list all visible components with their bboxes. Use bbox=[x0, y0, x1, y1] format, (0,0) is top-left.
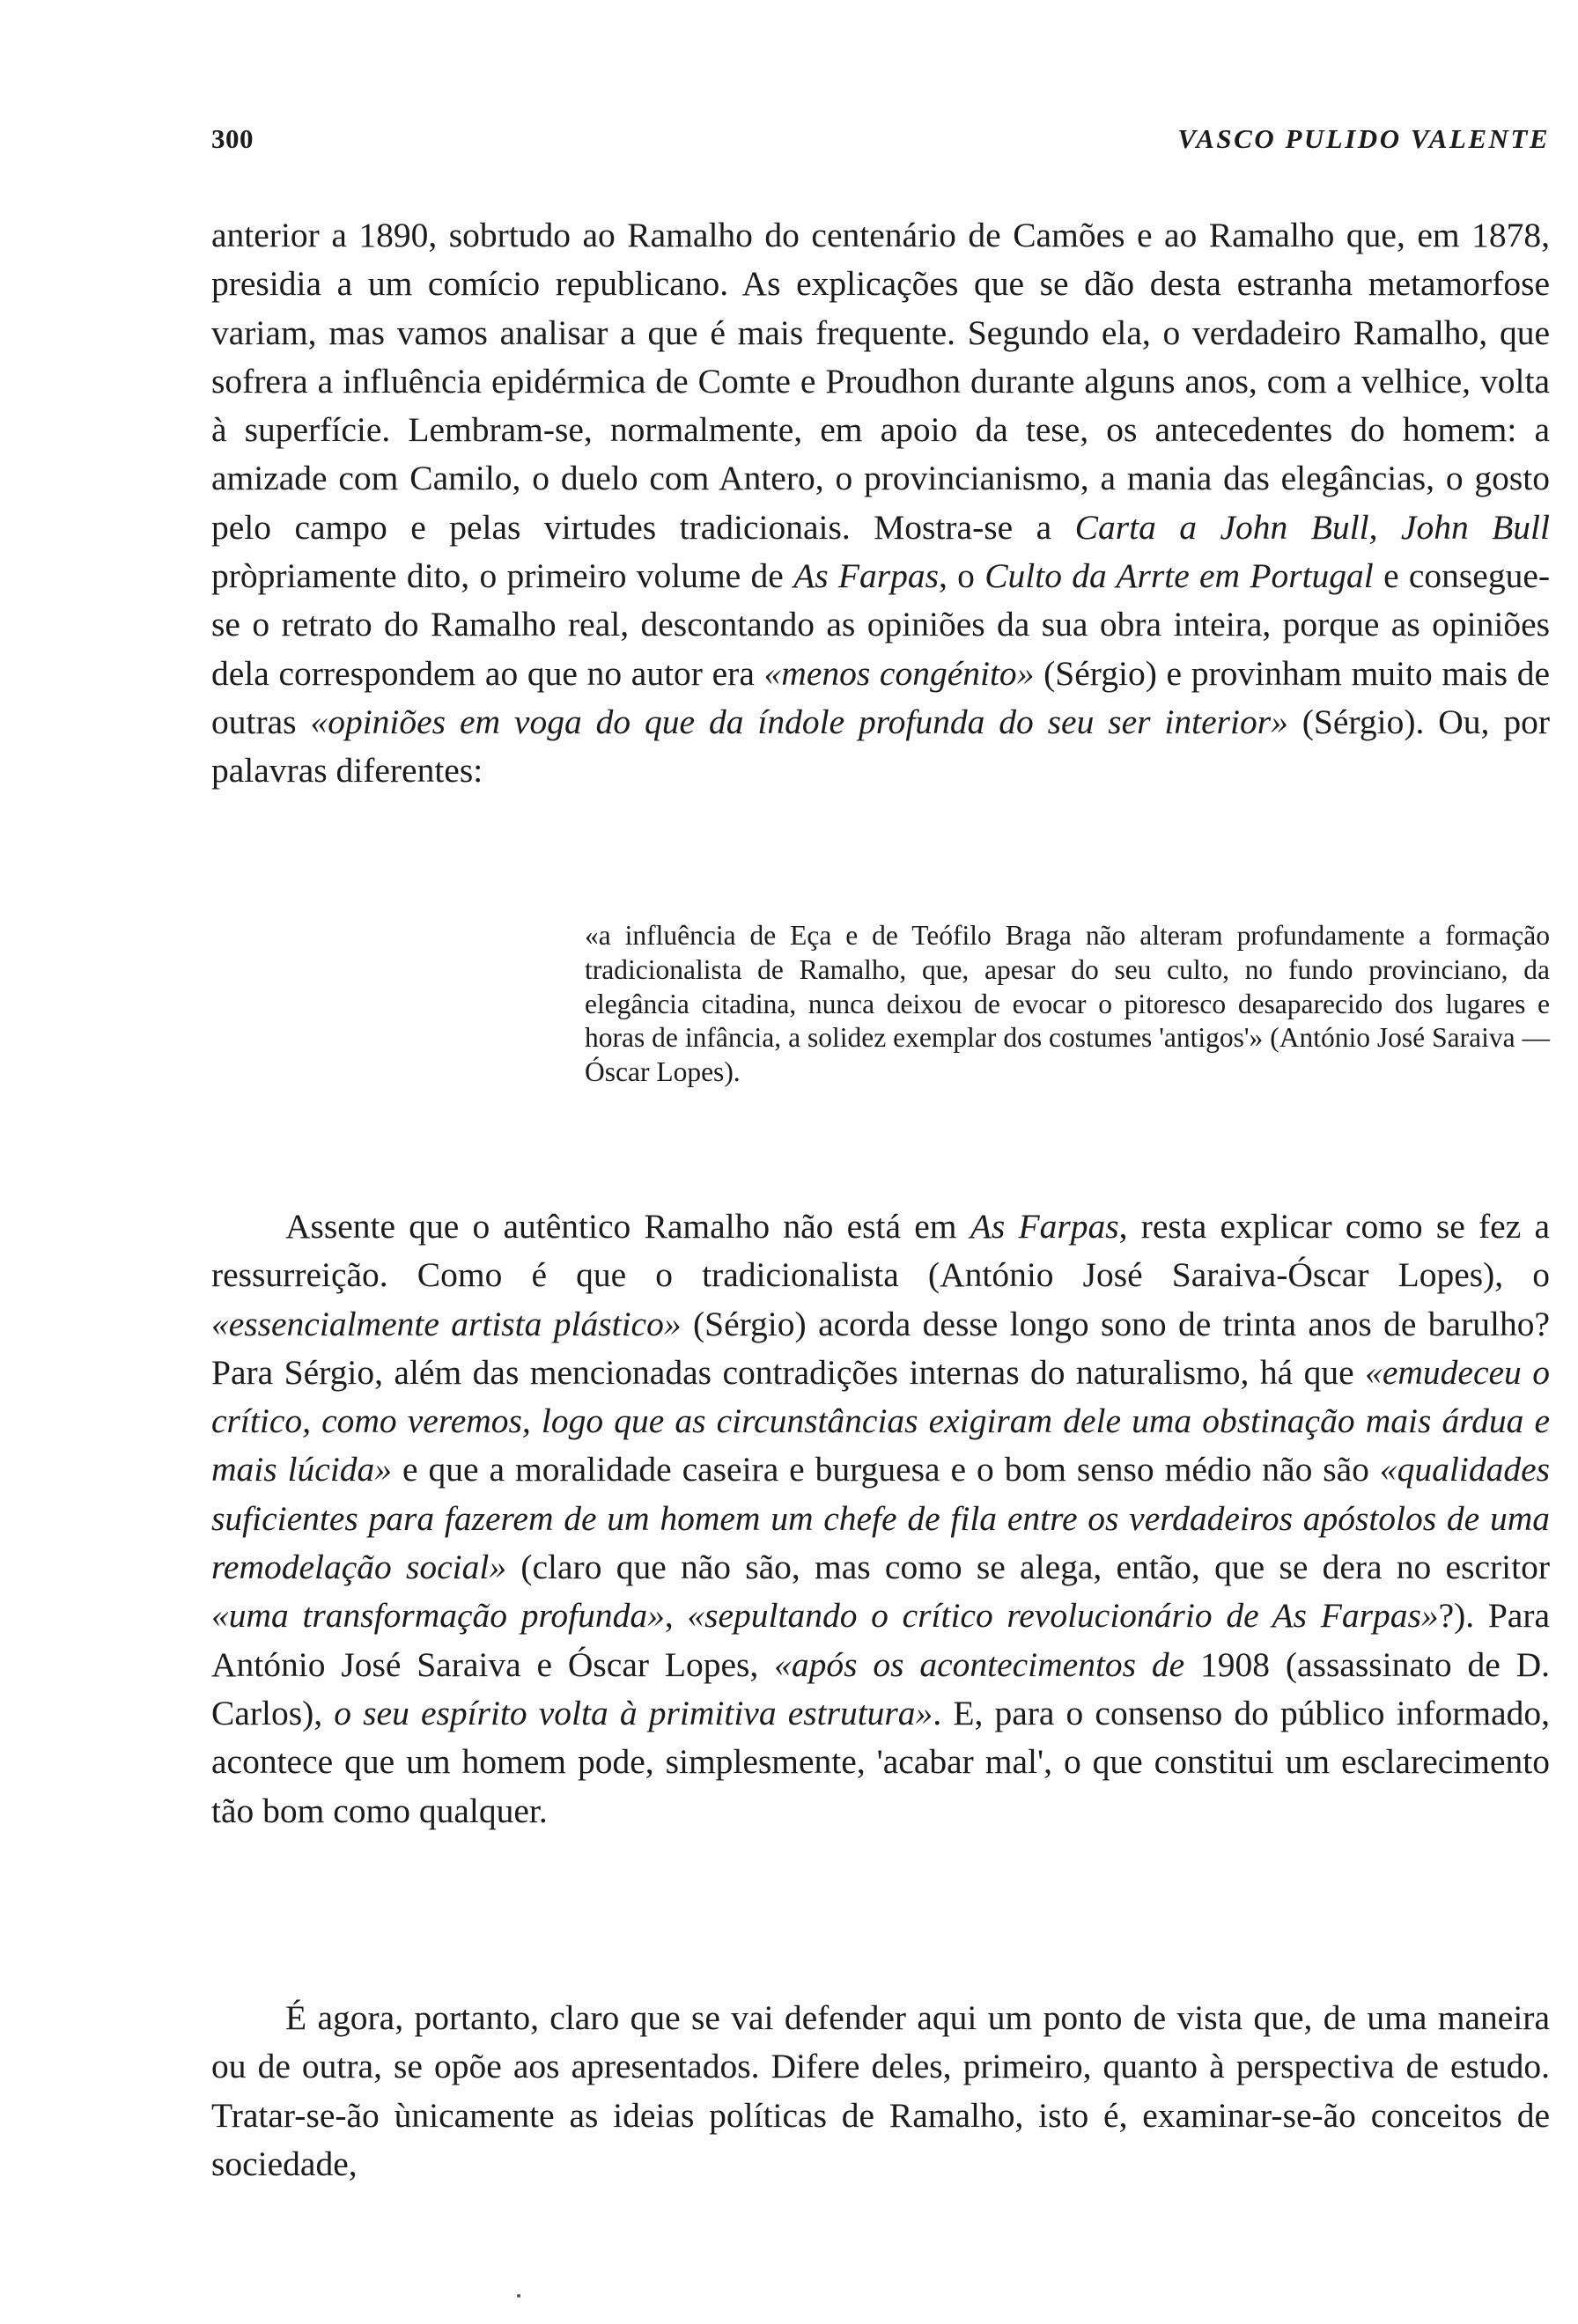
italic-text-run: «uma transformação profunda» bbox=[211, 1596, 665, 1636]
text-run: Assente que o autêntico Ramalho não está em bbox=[285, 1207, 970, 1246]
page-header bbox=[211, 123, 1550, 162]
italic-text-run: As Farpas bbox=[793, 556, 940, 596]
text-run: , resta explicar como se fez a ressurreição. Como é que o tradicionalista (António José Saraiva-Óscar Lopes), o bbox=[211, 1207, 1550, 1295]
text-run: e consegue-se o retrato do Ramalho real, descontando as opiniões da sua obra inteira, porque as opiniões dela correspondem ao que no autor era bbox=[211, 556, 1551, 693]
text-run: , bbox=[664, 1596, 688, 1636]
italic-text-run: «menos congénito» bbox=[763, 653, 1035, 693]
page-number: 300 bbox=[211, 123, 254, 154]
italic-text-run: Carta a John Bull, John Bull bbox=[1074, 507, 1550, 547]
block-quote bbox=[585, 919, 1550, 1090]
ink-speck bbox=[517, 2294, 520, 2298]
italic-text-run: «essencialmente artista plástico» bbox=[211, 1304, 682, 1343]
italic-text-run: «sepultando o crítico revolucionário de As Farpas» bbox=[687, 1596, 1439, 1636]
italic-text-run: «emudeceu o crítico, como veremos, logo que as circunstâncias exigiram dele uma obstinação mais árdua e mais lúcida» bbox=[211, 1352, 1550, 1489]
text-run: . E, para o consenso do público informado, acontece que um homem pode, simplesmente, 'acabar mal', o que constitui um esclarecimento tão bom como qualquer. bbox=[211, 1693, 1550, 1830]
body-paragraph-2 bbox=[211, 1202, 1550, 1835]
text-run: «a influência de Eça e de Teófilo Braga não alteram profundamente a formação tradicionalista de Ramalho, que, apesar do seu culto, no fundo provinciano, da elegância citadina, nunca deixou de evocar o pitoresco desaparecido dos lugares e horas de infância, a solidez exemplar dos costumes 'antigos'» (António José Saraiva — Óscar Lopes). bbox=[585, 920, 1550, 1088]
italic-text-run: As Farpas bbox=[970, 1207, 1119, 1246]
text-run: (Sérgio) e provinham muito mais de outras bbox=[211, 653, 1551, 741]
italic-text-run: o seu espírito volta à primitiva estrutura» bbox=[334, 1693, 933, 1732]
text-run: (Sérgio). Ou, por palavras diferentes: bbox=[211, 702, 1550, 791]
text-run: anterior a 1890, sobrtudo ao Ramalho do centenário de Camões e ao Ramalho que, em 1878, presidia a um comício republicano. As explicações que se dão desta estranha metamorfose variam, mas vamos analisar a que é mais frequente. Segundo ela, o verdadeiro Ramalho, que sofrera a influência epidérmica de Comte e Proudhon durante alguns anos, com a velhice, volta à superfície. Lembram-se, normalmente, em apoio da tese, os antecedentes do homem: a amizade com Camilo, o duelo com Antero, o provincianismo, a mania das elegâncias, o gosto pelo campo e pelas virtudes tradicionais. Mostra-se a bbox=[211, 216, 1550, 547]
italic-text-run: «após os acontecimentos de bbox=[774, 1644, 1185, 1684]
text-run: 1908 (assassinato de D. Carlos), bbox=[211, 1644, 1550, 1732]
italic-text-run: «qualidades suficientes para fazerem de um homem um chefe de fila entre os verdadeiros apóstolos de uma remodelação social» bbox=[211, 1450, 1550, 1587]
text-run: , o bbox=[939, 556, 985, 596]
italic-text-run: Culto da Arrte em Portugal bbox=[984, 556, 1374, 596]
italic-text-run: «opiniões em voga do que da índole profunda do seu ser interior» bbox=[310, 702, 1288, 741]
body-paragraph-1 bbox=[211, 211, 1550, 796]
body-paragraph-3 bbox=[211, 1994, 1550, 2188]
text-run: (Sérgio) acorda desse longo sono de trinta anos de barulho? Para Sérgio, além das mencionadas contradições internas do naturalismo, há que bbox=[211, 1304, 1550, 1392]
text-run: pròpriamente dito, o primeiro volume de bbox=[211, 556, 794, 596]
text-run: É agora, portanto, claro que se vai defender aqui um ponto de vista que, de uma maneira ou de outra, se opõe aos apresentados. Difere deles, primeiro, quanto à perspectiva de estudo. Tratar-se-ão ùnicamente as ideias políticas de Ramalho, isto é, examinar-se-ão conceitos de sociedade, bbox=[211, 1998, 1550, 2183]
running-head: VASCO PULIDO VALENTE bbox=[1177, 123, 1550, 154]
text-run: (claro que não são, mas como se alega, então, que se dera no escritor bbox=[506, 1548, 1550, 1587]
text-run: ?). Para António José Saraiva e Óscar Lopes, bbox=[211, 1596, 1551, 1684]
text-run: e que a moralidade caseira e burguesa e o bom senso médio não são bbox=[392, 1450, 1380, 1489]
